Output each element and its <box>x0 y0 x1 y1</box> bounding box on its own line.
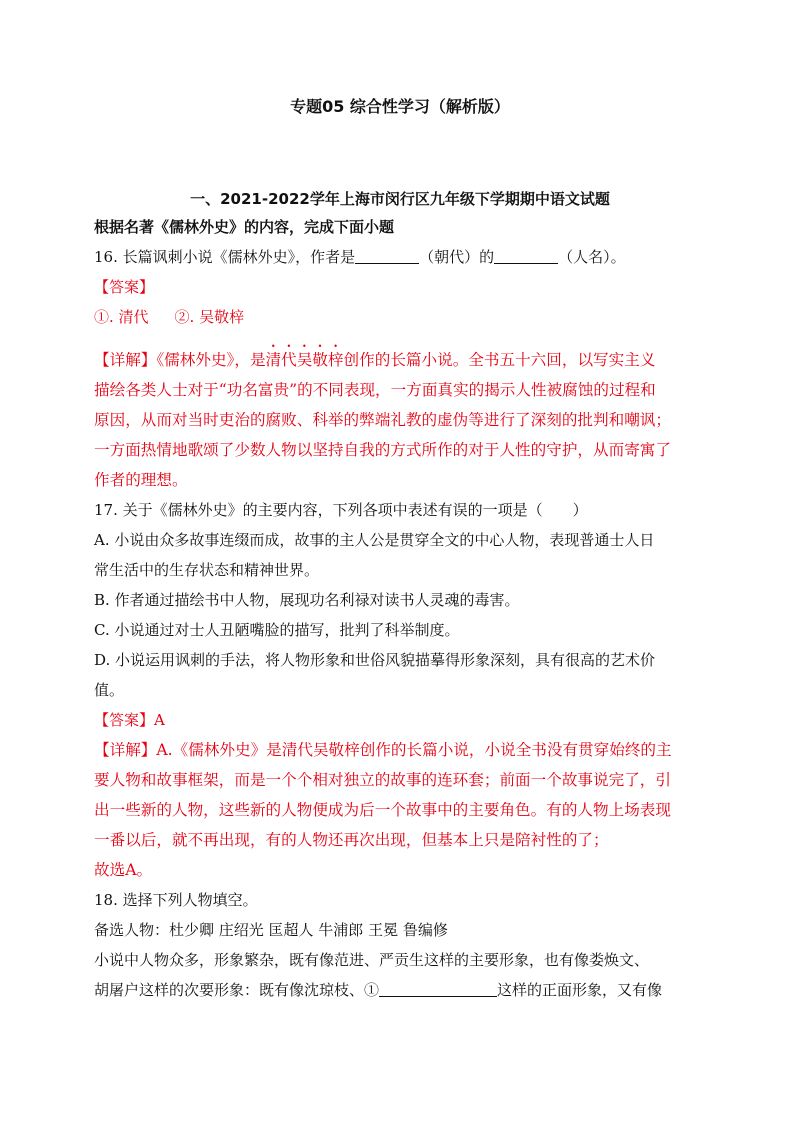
q16-detail <box>94 342 712 491</box>
q17-option-line: 常生活中的生存状态和精神世界。 <box>94 561 320 579</box>
q17-stem: 17. 关于《儒林外史》的主要内容，下列各项中表述有误的一项是（ ） <box>94 501 588 519</box>
q16-answer <box>94 306 712 328</box>
q17-detail-line: 要人物和故事框架，而是一个个相对独立的故事的连环套；前面一个故事说完了，引 <box>94 771 671 789</box>
q16-answer-1: ①. 清代 <box>94 308 149 326</box>
q18-line-1: 小说中人物众多，形象繁杂，既有像范进、严贡生这样的主要形象，也有像娄焕文、 <box>94 951 650 969</box>
q17-answer-value: A <box>154 711 165 729</box>
q17-detail <box>94 739 712 881</box>
q16-blank-dynasty <box>355 247 419 264</box>
q17-option-line: C. 小说通过对士人丑陋嘴脸的描写，批判了科举制度。 <box>94 621 460 639</box>
q16-detail-line: 一方面热情地歌颂了少数人物以坚持自我的方式所作的对于人性的守护，从而寄寓了 <box>94 441 671 459</box>
q17-option-line: A. 小说由众多故事连缀而成，故事的主人公是贯穿全文的中心人物，表现普通士人日 <box>94 531 655 549</box>
q16-detail-emphasis: 清代吴敬梓 <box>265 351 344 369</box>
q18-candidates: 备选人物：杜少卿 庄绍光 匡超人 牛浦郎 王冕 鲁编修 <box>94 921 448 939</box>
section-title: 一、2021-2022学年上海市闵行区九年级下学期期中语文试题 <box>190 190 610 208</box>
q17-detail-first-line <box>94 739 712 761</box>
q17-option-line: B. 作者通过描绘书中人物，展现功名利禄对读书人灵魂的毒害。 <box>94 591 520 609</box>
q18-blank-1 <box>379 980 497 997</box>
q16-answer-2: ②. 吴敬梓 <box>174 308 245 326</box>
instruction: 根据名著《儒林外史》的内容，完成下面小题 <box>94 218 395 236</box>
q17-option-line: D. 小说运用讽刺的手法，将人物形象和世俗风貌描摹得形象深刻，具有很高的艺术价 <box>94 651 656 669</box>
q17-detail-label: 【详解】 <box>94 741 157 759</box>
q17-answer-label: 【答案】 <box>94 711 155 729</box>
q17-option-line: 值。 <box>94 681 125 699</box>
q18-line-2 <box>94 979 712 1001</box>
q16-detail-line: 描绘各类人士对于“功名富贵”的不同表现，一方面真实的揭示人性被腐蚀的过程和 <box>94 381 656 399</box>
q17-detail-line: 故选A。 <box>94 861 153 879</box>
q16-detail-first-line <box>94 342 712 371</box>
document-title: 专题05 综合性学习（解析版） <box>290 97 510 116</box>
q16-text-a: 16. 长篇讽刺小说《儒林外史》，作者是 <box>94 248 356 266</box>
q17-detail-line: 出一些新的人物，这些新的人物便成为后一个故事中的主要角色。有的人物上场表现 <box>94 801 671 819</box>
q16-text-c: （人名）。 <box>558 248 626 266</box>
q16-detail-b: 创作的长篇小说。全书五十六回，以写实主义 <box>343 351 656 369</box>
q16-answer-label: 【答案】 <box>94 278 155 296</box>
q18-stem: 18. 选择下列人物填空。 <box>94 891 258 909</box>
q16-detail-line: 作者的理想。 <box>94 471 188 489</box>
q16-detail-label: 【详解】 <box>94 351 157 369</box>
q16-detail-line: 原因，从而对当时吏治的腐败、科举的弊端礼教的虚伪等进行了深刻的批判和嘲讽； <box>94 411 671 429</box>
q17-detail-line: 一番以后，就不再出现，有的人物还再次出现，但基本上只是陪衬性的了； <box>94 831 609 849</box>
q17-detail-first: A.《儒林外史》是清代吴敬梓创作的长篇小说，小说全书没有贯穿始终的主 <box>156 741 672 759</box>
q18-line-2a: 胡屠户这样的次要形象：既有像沈琼枝、① <box>94 981 380 999</box>
q16-stem <box>94 246 712 268</box>
document-body <box>94 216 712 1009</box>
q16-blank-name <box>494 247 558 264</box>
q16-detail-a: 《儒林外史》，是 <box>156 351 266 369</box>
q17-answer <box>94 709 712 731</box>
q16-text-b: （朝代）的 <box>419 248 495 266</box>
q18-line-2b: 这样的正面形象，又有像 <box>497 981 663 999</box>
